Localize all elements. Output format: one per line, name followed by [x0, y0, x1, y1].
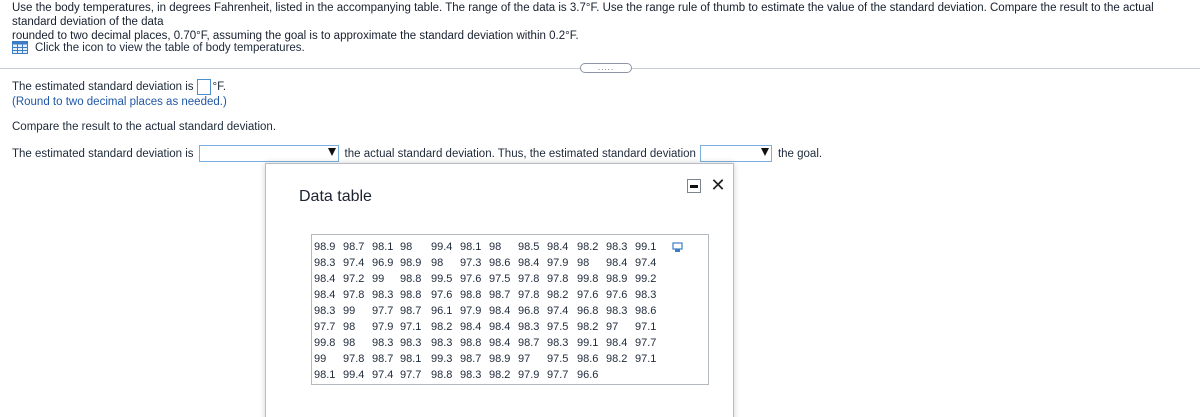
table-row: [314, 351, 664, 367]
table-cell: 99.1: [635, 241, 657, 253]
table-row: [314, 271, 664, 287]
data-table-dialog: [265, 163, 734, 417]
table-cell: 99: [343, 305, 356, 317]
question-line-2: rounded to two decimal places, 0.70°F, assuming the goal is to approximate the standard deviation within 0.2°F.: [12, 30, 579, 42]
comparison-dropdown[interactable]: [199, 145, 339, 162]
compare-instruction: Compare the result to the actual standard deviation.: [12, 121, 277, 133]
table-cell: 97.5: [547, 321, 569, 333]
table-cell: 97.2: [343, 273, 365, 285]
table-cell: 97.4: [635, 257, 657, 269]
table-cell: 98.7: [460, 353, 482, 365]
table-cell: 97.4: [343, 257, 365, 269]
table-cell: 98.4: [518, 257, 540, 269]
chevron-down-icon[interactable]: [761, 148, 769, 156]
table-cell: 98.2: [577, 241, 599, 253]
table-row: [314, 367, 664, 383]
table-cell: 98.4: [489, 305, 511, 317]
table-cell: 97.7: [372, 305, 394, 317]
close-icon[interactable]: ✕: [710, 175, 726, 195]
compare-suffix: the goal.: [777, 147, 823, 160]
copy-icon[interactable]: [672, 242, 683, 253]
table-cell: 99.4: [431, 241, 453, 253]
view-table-label[interactable]: Click the icon to view the table of body temperatures.: [35, 41, 305, 54]
table-cell: 98.9: [606, 273, 628, 285]
table-cell: 99.8: [577, 273, 599, 285]
table-cell: 98: [431, 257, 444, 269]
table-cell: 97.9: [518, 369, 540, 381]
table-cell: 97.6: [577, 289, 599, 301]
table-cell: 98.3: [635, 289, 657, 301]
table-cell: 97.8: [547, 273, 569, 285]
table-cell: 99.4: [343, 369, 365, 381]
table-cell: 98.3: [518, 321, 540, 333]
table-cell: 98: [343, 321, 356, 333]
std-dev-answer-input[interactable]: [197, 79, 211, 95]
table-row: [314, 287, 664, 303]
table-cell: 98.4: [460, 321, 482, 333]
table-cell: 96.8: [518, 305, 540, 317]
chevron-down-icon[interactable]: [328, 148, 336, 156]
compare-sentence: [12, 145, 822, 162]
minimize-icon[interactable]: [687, 179, 701, 193]
table-cell: 98.3: [400, 337, 422, 349]
table-cell: 98.3: [460, 369, 482, 381]
table-cell: 98.8: [400, 273, 422, 285]
table-cell: 97.6: [606, 289, 628, 301]
table-cell: 98.1: [372, 241, 394, 253]
table-cell: 97.7: [400, 369, 422, 381]
table-cell: 98.4: [547, 241, 569, 253]
table-cell: 99: [372, 273, 385, 285]
table-cell: 97.8: [343, 353, 365, 365]
table-cell: 98.4: [489, 337, 511, 349]
table-cell: 98.8: [431, 369, 453, 381]
table-cell: 97.8: [343, 289, 365, 301]
table-cell: 98.5: [518, 241, 540, 253]
table-cell: [635, 367, 664, 383]
table-cell: 98: [577, 257, 590, 269]
table-cell: 96.1: [431, 305, 453, 317]
table-cell: 98.8: [400, 289, 422, 301]
table-cell: 97.1: [635, 353, 657, 365]
question-line-1: Use the body temperatures, in degrees Fahrenheit, listed in the accompanying table. The range of the data is 3.7°F. Use the range rule of thumb to estimate the value of the standard deviation. Compare the result to the actual standard deviation of the data: [12, 2, 1154, 28]
table-cell: 97.1: [635, 321, 657, 333]
table-cell: 98.3: [606, 305, 628, 317]
view-table-link[interactable]: [12, 41, 305, 54]
table-cell: 97.9: [372, 321, 394, 333]
table-cell: 98.2: [547, 289, 569, 301]
table-cell: 98.9: [400, 257, 422, 269]
table-cell: 97.7: [314, 321, 336, 333]
table-cell: 98.9: [314, 241, 336, 253]
table-cell: 98.3: [372, 289, 394, 301]
table-cell: 98.3: [372, 337, 394, 349]
table-cell: 97.8: [518, 273, 540, 285]
table-cell: 98.2: [577, 321, 599, 333]
table-cell: 98.3: [431, 337, 453, 349]
table-cell: 97.6: [431, 289, 453, 301]
table-cell: 98.6: [635, 305, 657, 317]
table-row: [314, 255, 664, 271]
table-cell: 98: [489, 241, 502, 253]
table-row: [314, 335, 664, 351]
table-cell: 98.2: [431, 321, 453, 333]
answer-unit: °F.: [212, 81, 227, 93]
table-cell: 99.8: [314, 337, 336, 349]
table-cell: 98.1: [460, 241, 482, 253]
table-cell: 96.6: [577, 369, 599, 381]
table-cell: 98.7: [343, 241, 365, 253]
table-cell: 98.8: [460, 289, 482, 301]
compare-prefix: The estimated standard deviation is: [12, 147, 194, 160]
table-cell: 99.1: [577, 337, 599, 349]
table-cell: 97.9: [460, 305, 482, 317]
table-cell: 98.3: [314, 257, 336, 269]
answer-row: [12, 79, 226, 95]
table-cell: 98.4: [489, 321, 511, 333]
table-cell: 98.1: [314, 369, 336, 381]
table-cell: 97.1: [400, 321, 422, 333]
table-cell: 98.7: [372, 353, 394, 365]
table-cell: 98.7: [400, 305, 422, 317]
table-cell: 98.6: [489, 257, 511, 269]
table-cell: 98: [400, 241, 413, 253]
table-cell: 97.6: [460, 273, 482, 285]
table-cell: 97.5: [489, 273, 511, 285]
table-cell: 98.8: [460, 337, 482, 349]
answer-prefix: The estimated standard deviation is: [12, 81, 194, 93]
table-cell: 98.6: [577, 353, 599, 365]
data-table-panel: [311, 234, 709, 385]
table-cell: 98.4: [606, 257, 628, 269]
table-cell: 97.8: [518, 289, 540, 301]
table-cell: 97.7: [547, 369, 569, 381]
divider-handle[interactable]: .....: [580, 63, 632, 73]
grid-table-icon[interactable]: [12, 41, 28, 54]
table-cell: 98.3: [314, 305, 336, 317]
table-row: [314, 319, 664, 335]
table-cell: 99.5: [431, 273, 453, 285]
table-cell: 97.7: [635, 337, 657, 349]
table-cell: 98.7: [518, 337, 540, 349]
question-text: [12, 1, 1192, 43]
table-cell: 97.9: [547, 257, 569, 269]
table-cell: 99: [314, 353, 327, 365]
table-cell: 97.3: [460, 257, 482, 269]
table-cell: 96.8: [577, 305, 599, 317]
table-cell: 99.3: [431, 353, 453, 365]
table-cell: 98: [343, 337, 356, 349]
table-cell: 98.1: [400, 353, 422, 365]
table-cell: 98.4: [314, 289, 336, 301]
table-cell: 98.3: [547, 337, 569, 349]
compare-middle: the actual standard deviation. Thus, the estimated standard deviation: [344, 147, 696, 160]
table-cell: 98.2: [489, 369, 511, 381]
table-cell: 98.3: [606, 241, 628, 253]
table-cell: 99.2: [635, 273, 657, 285]
table-cell: [606, 367, 635, 383]
table-cell: 98.4: [314, 273, 336, 285]
table-cell: 97.5: [547, 353, 569, 365]
table-cell: 98.2: [606, 353, 628, 365]
rounding-hint: (Round to two decimal places as needed.): [12, 96, 227, 108]
dialog-title: Data table: [299, 188, 372, 205]
goal-dropdown[interactable]: [700, 145, 772, 162]
table-cell: 97: [606, 321, 619, 333]
table-cell: 97.4: [372, 369, 394, 381]
table-cell: 98.9: [489, 353, 511, 365]
table-cell: 97: [518, 353, 531, 365]
table-row: [314, 303, 664, 319]
table-row: [314, 239, 664, 255]
table-cell: 98.7: [489, 289, 511, 301]
table-cell: 97.4: [547, 305, 569, 317]
table-cell: 98.4: [606, 337, 628, 349]
table-cell: 96.9: [372, 257, 394, 269]
body-temperature-table: [314, 239, 664, 383]
